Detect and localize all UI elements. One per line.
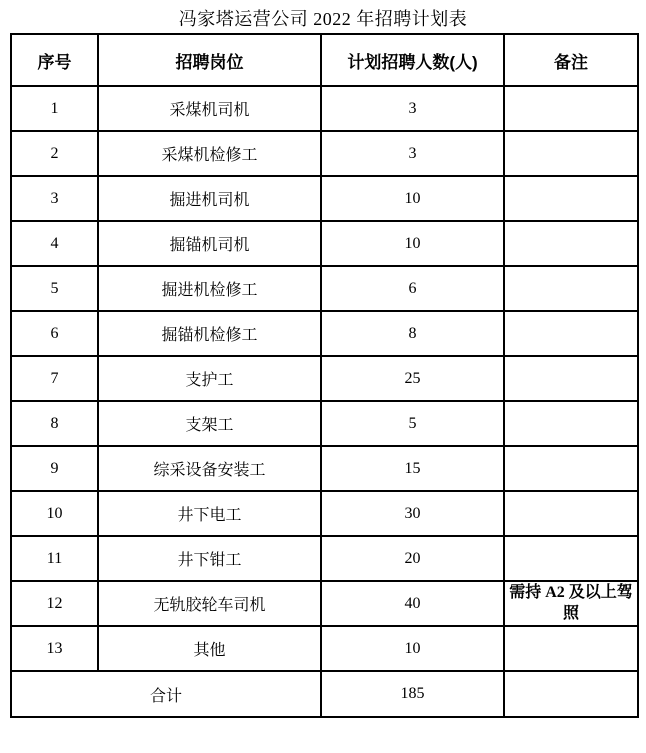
cell-remark [504,536,638,581]
cell-position: 井下电工 [98,491,321,536]
cell-count: 10 [321,626,504,671]
cell-position: 采煤机检修工 [98,131,321,176]
total-row [11,671,638,717]
table-row [11,581,638,626]
cell-position: 掘进机司机 [98,176,321,221]
cell-no: 9 [11,446,98,491]
cell-count: 5 [321,401,504,446]
recruitment-table [10,33,639,718]
cell-count: 30 [321,491,504,536]
cell-position: 综采设备安装工 [98,446,321,491]
column-header-position: 招聘岗位 [98,34,321,86]
cell-remark [504,446,638,491]
cell-count: 15 [321,446,504,491]
cell-remark [504,401,638,446]
cell-count: 25 [321,356,504,401]
table-body [11,86,638,671]
cell-count: 10 [321,176,504,221]
cell-count: 10 [321,221,504,266]
table-row [11,176,638,221]
cell-count: 3 [321,131,504,176]
table-row [11,311,638,356]
cell-position: 采煤机司机 [98,86,321,131]
table-row [11,221,638,266]
table-row [11,356,638,401]
cell-position: 支护工 [98,356,321,401]
cell-position: 井下钳工 [98,536,321,581]
cell-no: 3 [11,176,98,221]
table-row [11,536,638,581]
cell-remark [504,176,638,221]
cell-position: 支架工 [98,401,321,446]
cell-position: 掘锚机检修工 [98,311,321,356]
cell-count: 3 [321,86,504,131]
column-header-remark: 备注 [504,34,638,86]
table-row [11,266,638,311]
cell-no: 10 [11,491,98,536]
table-row [11,131,638,176]
cell-no: 2 [11,131,98,176]
cell-count: 8 [321,311,504,356]
total-label: 合计 [11,671,321,717]
cell-position: 掘锚机司机 [98,221,321,266]
table-row [11,626,638,671]
cell-remark [504,356,638,401]
cell-remark [504,311,638,356]
cell-no: 13 [11,626,98,671]
total-count: 185 [321,671,504,717]
cell-position: 掘进机检修工 [98,266,321,311]
cell-count: 40 [321,581,504,626]
cell-position: 无轨胶轮车司机 [98,581,321,626]
table-row [11,446,638,491]
cell-remark: 需持 A2 及以上驾照 [504,581,638,626]
cell-no: 8 [11,401,98,446]
cell-no: 1 [11,86,98,131]
cell-no: 4 [11,221,98,266]
column-header-count: 计划招聘人数(人) [321,34,504,86]
cell-position: 其他 [98,626,321,671]
cell-count: 20 [321,536,504,581]
table-row [11,401,638,446]
column-header-no: 序号 [11,34,98,86]
total-remark [504,671,638,717]
cell-no: 5 [11,266,98,311]
cell-no: 11 [11,536,98,581]
cell-no: 6 [11,311,98,356]
cell-remark [504,626,638,671]
cell-remark [504,221,638,266]
cell-remark [504,86,638,131]
table-row [11,86,638,131]
page-title: 冯家塔运营公司 2022 年招聘计划表 [178,9,468,29]
cell-no: 12 [11,581,98,626]
cell-no: 7 [11,356,98,401]
header-row [11,34,638,86]
table-row [11,491,638,536]
cell-count: 6 [321,266,504,311]
cell-remark [504,491,638,536]
cell-remark [504,266,638,311]
cell-remark [504,131,638,176]
